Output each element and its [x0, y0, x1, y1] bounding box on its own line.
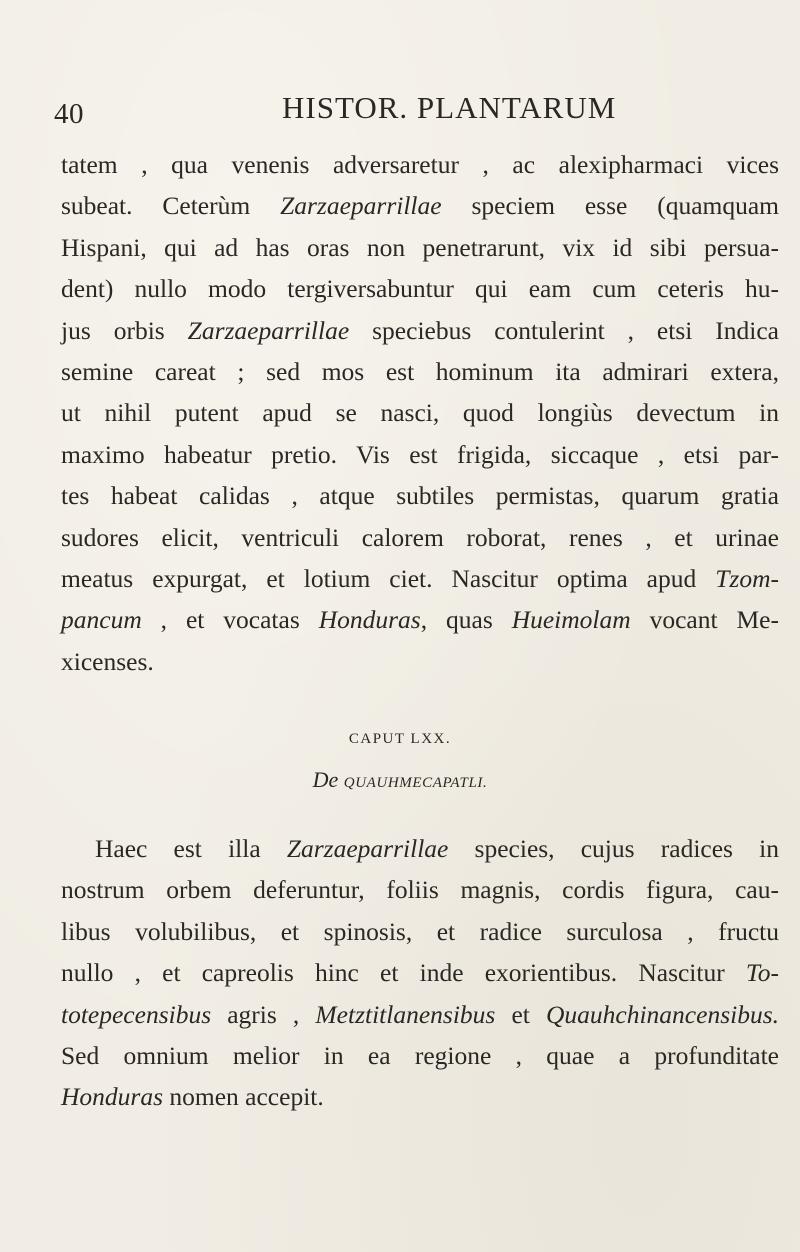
italic-name: pancum [61, 605, 142, 635]
text-line: ut nihil putent apud se nasci, quod longiùs devectum in [61, 398, 779, 428]
italic-name: To- [745, 958, 779, 988]
text-line: Sed omnium melior in ea regione , quae a profunditate [61, 1040, 779, 1070]
text-line: semine careat ; sed mos est hominum ita admirari extera, [61, 356, 779, 386]
italic-name: Hueimolam [511, 605, 631, 635]
text-line: maximo habeatur pretio. Vis est frigida, siccaque , etsi par- [61, 439, 779, 469]
chapter-title: De QUAUHMECAPATLI. [312, 767, 488, 792]
running-title: HISTOR. PLANTARUM [282, 90, 617, 125]
text-line: pancum , et vocatas Honduras, quas Hueimolam vocant Me- [61, 605, 779, 635]
page-number: 40 [54, 98, 84, 130]
text-line: nullo , et capreolis hinc et inde exorientibus. Nascitur To- [61, 958, 779, 988]
italic-name: Zarzaeparrillae [187, 315, 350, 345]
text-line: dent) nullo modo tergiversabuntur qui eam cum ceteris hu- [61, 274, 779, 304]
text-line: tatem , qua venenis adversaretur , ac alexipharmaci vices [61, 150, 779, 179]
italic-name: Tzom- [715, 563, 779, 593]
text-line: jus orbis Zarzaeparrillae speciebus contulerint , etsi Indica [61, 315, 779, 345]
text-line: sudores elicit, ventriculi calorem roborat, renes , et urinae [61, 522, 779, 552]
text-line: tes habeat calidas , atque subtiles permistas, quarum gratia [61, 481, 779, 511]
text-line: Hispani, qui ad has oras non penetrarunt, vix id sibi persua- [61, 232, 779, 262]
text-line: subeat. Ceterùm Zarzaeparrillae speciem esse (quamquam [61, 191, 780, 221]
text-line: totepecensibus agris , Metztitlanensibus et Quauhchinancensibus. [61, 999, 779, 1029]
running-header [0, 88, 800, 132]
text-line: Haec est illa Zarzaeparrillae species, cujus radices in [95, 834, 779, 863]
text-line: meatus expurgat, et lotium ciet. Nascitur optima apud Tzom- [61, 563, 779, 593]
text-line: libus volubilibus, et spinosis, et radice surculosa , fructu [61, 916, 779, 946]
italic-name: totepecensibus [61, 999, 212, 1029]
italic-name: Honduras [318, 605, 421, 635]
italic-name: Metztitlanensibus [315, 999, 496, 1029]
paragraph-1 [61, 144, 779, 682]
text-line: nostrum orbem deferuntur, foliis magnis, cordis figura, cau- [61, 875, 779, 905]
text-line: Honduras nomen accepit. [61, 1082, 324, 1112]
text-line: xicenses. [61, 646, 154, 676]
italic-name: Zarzaeparrillae [280, 191, 442, 221]
italic-name: Quauhchinancensibus. [545, 999, 779, 1029]
italic-name: Honduras [61, 1082, 164, 1112]
chapter-number: CAPUT LXX. [348, 731, 452, 747]
paragraph-2 [61, 828, 779, 1118]
italic-name: Zarzaeparrillae [286, 834, 449, 863]
